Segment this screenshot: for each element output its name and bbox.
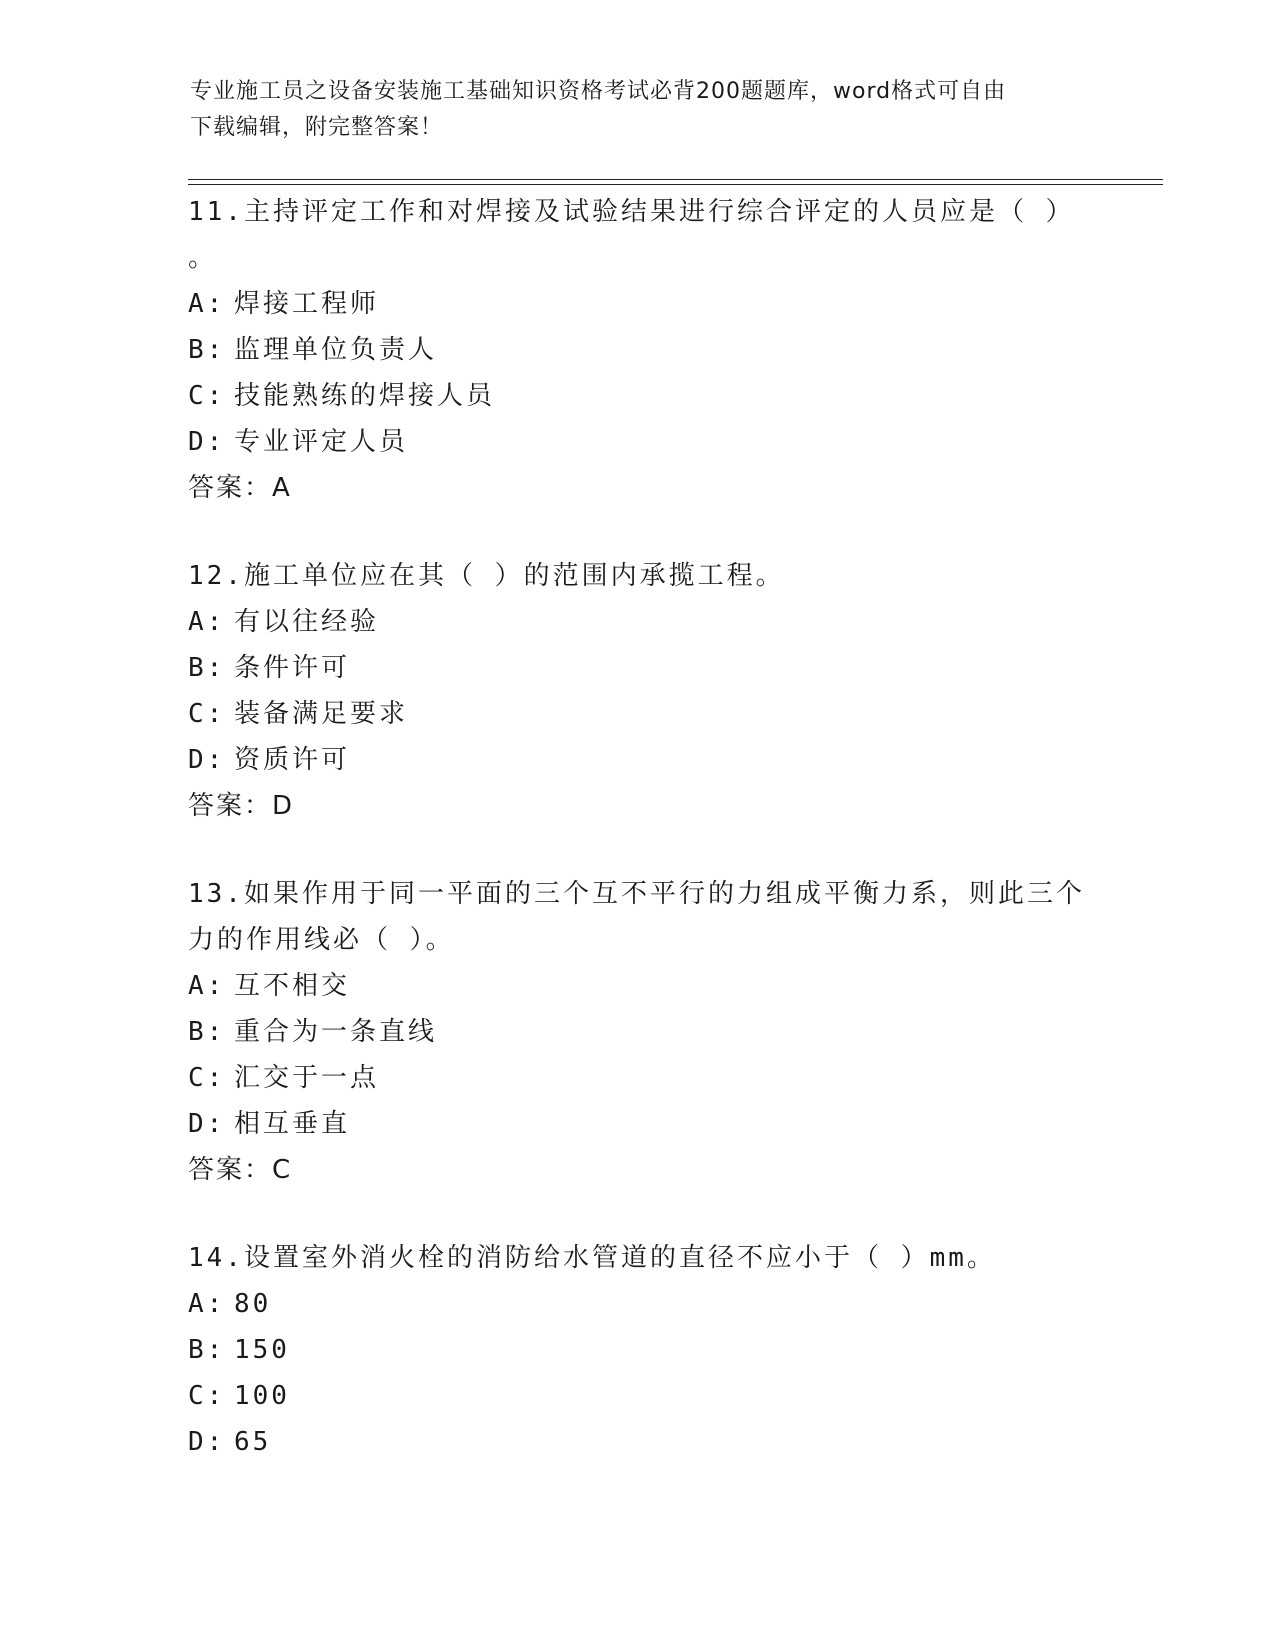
option-letter: A: [188,1289,226,1319]
document-header [190,74,1070,146]
option-c [188,373,1088,419]
header-divider-bottom [188,184,1163,185]
option-text: 条件许可 [234,653,351,683]
option-text: 技能熟练的焊接人员 [234,381,496,411]
header-line-2: 下载编辑，附完整答案！ [190,115,444,140]
option-b [188,1327,1088,1373]
option-text: 相互垂直 [234,1109,351,1139]
question-text [188,189,1088,281]
header-line-1: 专业施工员之设备安装施工基础知识资格考试必背200题题库，word格式可自由 [190,79,1007,104]
answer-label: 答案：A [188,473,292,503]
question-14 [188,1235,1088,1465]
option-text: 重合为一条直线 [234,1017,438,1047]
option-letter: D: [188,427,226,457]
option-letter: C: [188,381,226,411]
option-b [188,645,1088,691]
question-11 [188,189,1088,511]
option-d [188,419,1088,465]
option-letter: A: [188,971,226,1001]
option-text: 汇交于一点 [234,1063,380,1093]
option-text: 互不相交 [234,971,351,1001]
option-text: 装备满足要求 [234,699,409,729]
answer-label: 答案：C [188,1155,293,1185]
option-c [188,1373,1088,1419]
option-text: 专业评定人员 [234,427,409,457]
option-text: 资质许可 [234,745,351,775]
option-text: 焊接工程师 [234,289,380,319]
option-letter: C: [188,1063,226,1093]
question-text [188,1235,1088,1281]
option-text: 150 [234,1335,290,1365]
option-text: 100 [234,1381,290,1411]
question-text-line-1: 14.设置室外消火栓的消防给水管道的直径不应小于（ ）mm。 [188,1243,996,1273]
option-text: 监理单位负责人 [234,335,438,365]
option-letter: D: [188,745,226,775]
option-b [188,1009,1088,1055]
option-text: 65 [234,1427,272,1457]
question-text-line-1: 13.如果作用于同一平面的三个互不平行的力组成平衡力系，则此三个 [188,879,1085,909]
question-text-line-2: 。 [188,243,218,273]
question-12 [188,553,1088,829]
option-letter: A: [188,607,226,637]
option-letter: C: [188,1381,226,1411]
option-letter: B: [188,335,226,365]
option-text: 80 [234,1289,272,1319]
option-d [188,737,1088,783]
option-a [188,599,1088,645]
option-text: 有以往经验 [234,607,380,637]
question-text [188,553,1088,599]
question-text-line-1: 11.主持评定工作和对焊接及试验结果进行综合评定的人员应是（ ） [188,197,1075,227]
option-letter: B: [188,653,226,683]
question-text [188,871,1088,963]
option-letter: B: [188,1017,226,1047]
option-a [188,963,1088,1009]
option-c [188,1055,1088,1101]
question-list [188,189,1088,1507]
option-letter: D: [188,1109,226,1139]
option-d [188,1419,1088,1465]
answer-label: 答案：D [188,791,295,821]
option-d [188,1101,1088,1147]
option-letter: B: [188,1335,226,1365]
option-a [188,281,1088,327]
option-letter: A: [188,289,226,319]
header-divider-top [188,179,1163,180]
question-13 [188,871,1088,1193]
option-letter: D: [188,1427,226,1457]
option-b [188,327,1088,373]
question-text-line-1: 12.施工单位应在其（ ）的范围内承揽工程。 [188,561,785,591]
option-c [188,691,1088,737]
question-text-line-2: 力的作用线必（ ）。 [188,925,455,955]
option-letter: C: [188,699,226,729]
option-a [188,1281,1088,1327]
